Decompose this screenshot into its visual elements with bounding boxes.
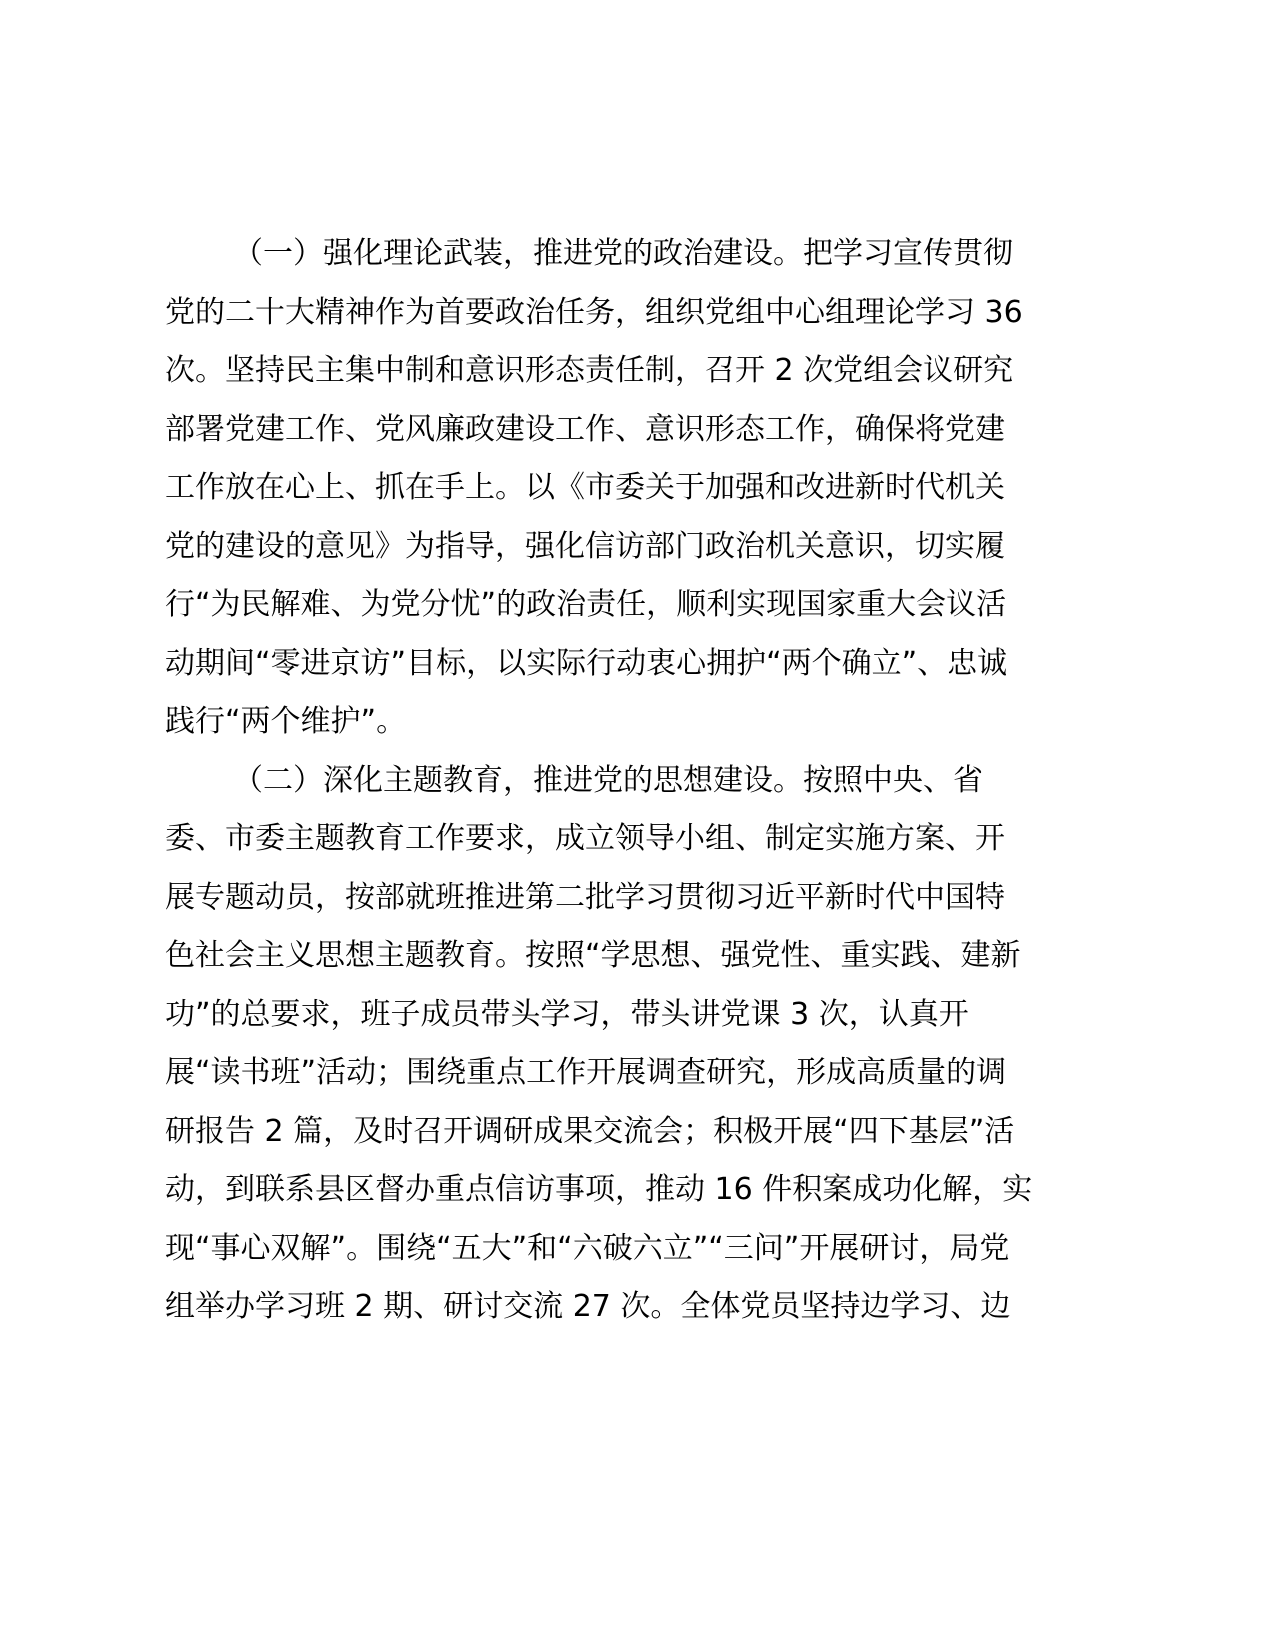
paragraph-line: 行“为民解难、为党分忧”的政治责任，顺利实现国家重大会议活 <box>165 587 1007 622</box>
paragraph-line: 动，到联系县区督办重点信访事项，推动 16 件积案成功化解，实 <box>165 1172 1033 1207</box>
document-body <box>165 225 1125 1337</box>
paragraph-line: 展“读书班”活动；围绕重点工作开展调查研究，形成高质量的调 <box>165 1055 1007 1090</box>
paragraph-ideological-construction <box>165 752 1125 1337</box>
paragraph-line: 党的建设的意见》为指导，强化信访部门政治机关意识，切实履 <box>165 528 1005 564</box>
paragraph-line: 党的二十大精神作为首要政治任务，组织党组中心组理论学习 36 <box>165 294 1023 330</box>
paragraph-line: 委、市委主题教育工作要求，成立领导小组、制定实施方案、开 <box>165 821 1005 856</box>
paragraph-line: 动期间“零进京访”目标，以实际行动衷心拥护“两个确立”、忠诚 <box>165 645 1008 681</box>
paragraph-line: 色社会主义思想主题教育。按照“学思想、强党性、重实践、建新 <box>165 938 1021 973</box>
paragraph-line: 组举办学习班 2 期、研讨交流 27 次。全体党员坚持边学习、边 <box>165 1289 1011 1324</box>
paragraph-line: 研报告 2 篇，及时召开调研成果交流会；积极开展“四下基层”活 <box>165 1113 1015 1149</box>
paragraph-line: 展专题动员，按部就班推进第二批学习贯彻习近平新时代中国特 <box>165 879 1005 915</box>
paragraph-line: 工作放在心上、抓在手上。以《市委关于加强和改进新时代机关 <box>165 470 1005 505</box>
paragraph-line: 部署党建工作、党风廉政建设工作、意识形态工作，确保将党建 <box>165 411 1005 447</box>
paragraph-line: 现“事心双解”。围绕“五大”和“六破六立”“三问”开展研讨，局党 <box>165 1230 1010 1266</box>
paragraph-line: 功”的总要求，班子成员带头学习，带头讲党课 3 次，认真开 <box>165 996 969 1032</box>
paragraph-line: 践行“两个维护”。 <box>165 704 407 739</box>
paragraph-political-construction <box>165 225 1125 752</box>
paragraph-line: 次。坚持民主集中制和意识形态责任制，召开 2 次党组会议研究 <box>165 353 1014 388</box>
paragraph-line: （一）强化理论武装，推进党的政治建设。把学习宣传贯彻 <box>233 236 1013 271</box>
paragraph-line: （二）深化主题教育，推进党的思想建设。按照中央、省 <box>233 762 983 798</box>
